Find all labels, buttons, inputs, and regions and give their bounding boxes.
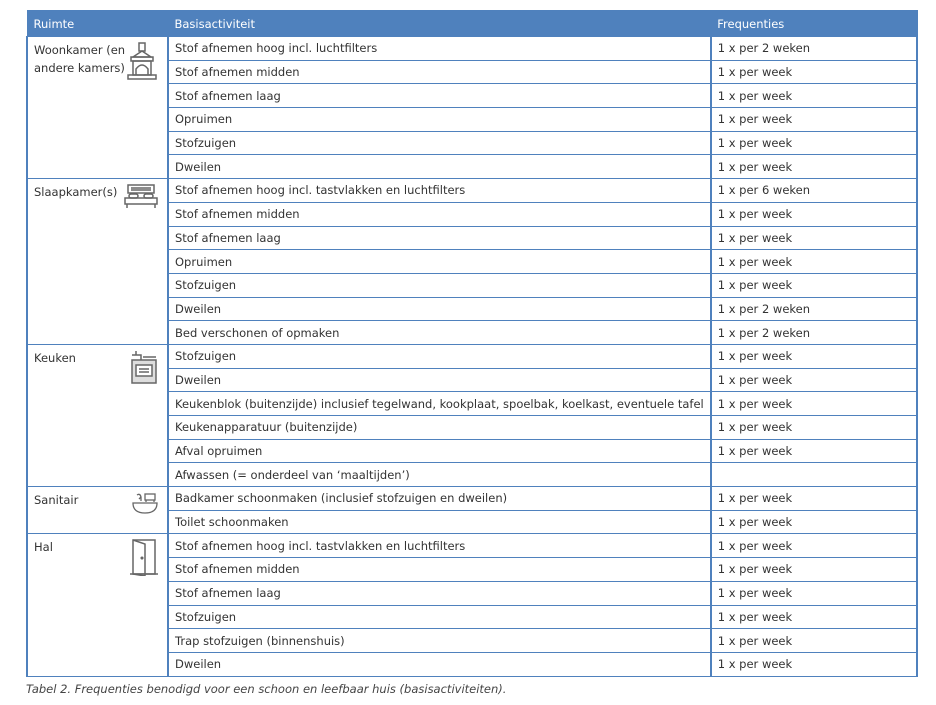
- table-header: [27, 11, 917, 37]
- activity-cell: Stofzuigen: [168, 605, 711, 629]
- frequency-cell: 1 x per week: [711, 652, 917, 676]
- activity-cell: Stof afnemen hoog incl. tastvlakken en luchtfilters: [168, 179, 711, 203]
- table-row: [27, 344, 917, 368]
- activity-cell: Badkamer schoonmaken (inclusief stofzuigen en dweilen): [168, 487, 711, 511]
- table-body: [27, 37, 917, 677]
- activity-cell: Opruimen: [168, 250, 711, 274]
- bathtub-icon: [131, 491, 159, 522]
- table-row: [27, 37, 917, 61]
- activity-cell: Dweilen: [168, 297, 711, 321]
- frequency-cell: 1 x per week: [711, 558, 917, 582]
- activity-cell: Dweilen: [168, 155, 711, 179]
- room-cell: [27, 344, 168, 486]
- frequency-cell: 1 x per week: [711, 226, 917, 250]
- frequency-cell: 1 x per week: [711, 510, 917, 534]
- activity-cell: Stofzuigen: [168, 273, 711, 297]
- frequency-cell: 1 x per week: [711, 250, 917, 274]
- frequency-cell: 1 x per week: [711, 131, 917, 155]
- activity-cell: Stof afnemen midden: [168, 558, 711, 582]
- frequency-cell: 1 x per 6 weken: [711, 179, 917, 203]
- room-name: Hal: [34, 540, 53, 555]
- frequency-cell: 1 x per 2 weken: [711, 37, 917, 61]
- room-name: Woonkamer (en andere kamers): [34, 43, 126, 75]
- activity-cell: Stofzuigen: [168, 344, 711, 368]
- activity-cell: Stof afnemen midden: [168, 60, 711, 84]
- frequency-cell: 1 x per week: [711, 273, 917, 297]
- frequency-cell: 1 x per week: [711, 487, 917, 511]
- header-activity: Basisactiviteit: [168, 11, 711, 37]
- frequency-cell: 1 x per week: [711, 416, 917, 440]
- table-row: [27, 179, 917, 203]
- room-name: Slaapkamer(s): [34, 185, 118, 200]
- activity-cell: Bed verschonen of opmaken: [168, 321, 711, 345]
- room-name: Keuken: [34, 350, 76, 365]
- activity-cell: Stof afnemen laag: [168, 226, 711, 250]
- activity-cell: Keukenapparatuur (buitenzijde): [168, 416, 711, 440]
- frequency-cell: 1 x per 2 weken: [711, 297, 917, 321]
- frequency-cell: 1 x per week: [711, 84, 917, 108]
- table-row: [27, 534, 917, 558]
- activity-cell: Stof afnemen midden: [168, 202, 711, 226]
- table-row: [27, 487, 917, 511]
- activity-cell: Stof afnemen hoog incl. tastvlakken en luchtfilters: [168, 534, 711, 558]
- fireplace-icon: [125, 41, 159, 86]
- activity-cell: Dweilen: [168, 652, 711, 676]
- header-room: Ruimte: [27, 11, 168, 37]
- frequency-cell: 1 x per week: [711, 202, 917, 226]
- room-name: Sanitair: [34, 493, 79, 508]
- frequency-cell: 1 x per week: [711, 60, 917, 84]
- frequency-cell: 1 x per week: [711, 581, 917, 605]
- activity-cell: Stof afnemen laag: [168, 84, 711, 108]
- room-cell: [27, 534, 168, 676]
- frequency-cell: 1 x per week: [711, 534, 917, 558]
- door-icon: [129, 538, 159, 581]
- bed-icon: [123, 183, 159, 214]
- activity-cell: Stof afnemen laag: [168, 581, 711, 605]
- frequency-cell: 1 x per week: [711, 629, 917, 653]
- frequency-cell: 1 x per week: [711, 392, 917, 416]
- activity-cell: Opruimen: [168, 108, 711, 132]
- activity-cell: Trap stofzuigen (binnenshuis): [168, 629, 711, 653]
- frequency-cell: 1 x per week: [711, 368, 917, 392]
- activity-cell: Stof afnemen hoog incl. luchtfilters: [168, 37, 711, 61]
- activity-cell: Afval opruimen: [168, 439, 711, 463]
- activity-cell: Toilet schoonmaken: [168, 510, 711, 534]
- room-cell: [27, 179, 168, 345]
- frequency-table: [26, 10, 918, 677]
- activity-cell: Afwassen (= onderdeel van ‘maaltijden’): [168, 463, 711, 487]
- stove-icon: [129, 349, 159, 390]
- frequency-cell: [711, 463, 917, 487]
- table-caption: Tabel 2. Frequenties benodigd voor een schoon en leefbaar huis (basisactiviteiten).: [26, 682, 507, 696]
- room-cell: [27, 487, 168, 534]
- activity-cell: Dweilen: [168, 368, 711, 392]
- activity-cell: Keukenblok (buitenzijde) inclusief tegelwand, kookplaat, spoelbak, koelkast, eventuele tafel: [168, 392, 711, 416]
- room-cell: [27, 37, 168, 179]
- frequency-cell: 1 x per week: [711, 108, 917, 132]
- frequency-cell: 1 x per week: [711, 344, 917, 368]
- activity-cell: Stofzuigen: [168, 131, 711, 155]
- header-frequency: Frequenties: [711, 11, 917, 37]
- frequency-cell: 1 x per 2 weken: [711, 321, 917, 345]
- frequency-cell: 1 x per week: [711, 439, 917, 463]
- frequency-cell: 1 x per week: [711, 605, 917, 629]
- frequency-cell: 1 x per week: [711, 155, 917, 179]
